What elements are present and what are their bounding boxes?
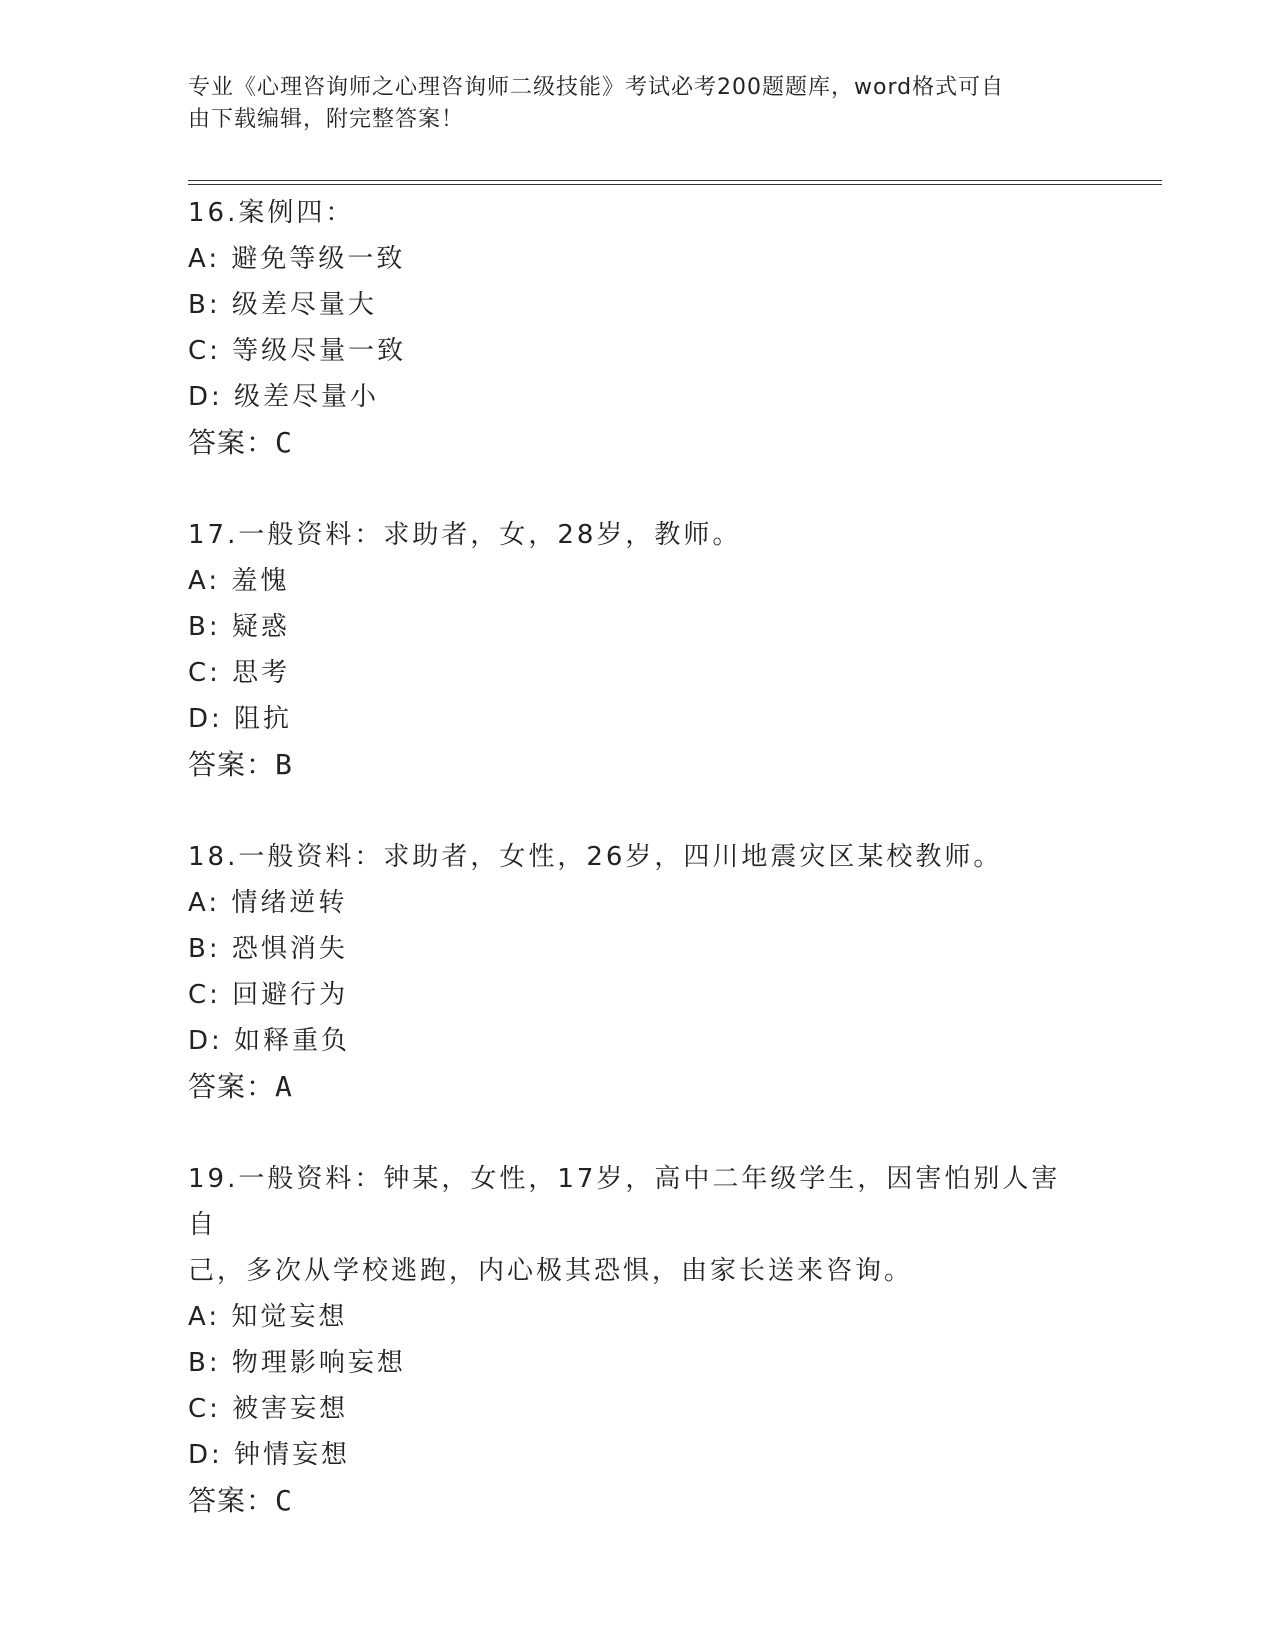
header-divider-bottom xyxy=(188,184,1162,185)
option-c: C: 被害妄想 xyxy=(188,1394,349,1424)
answer-label: 答案： xyxy=(188,748,276,781)
option-c: C: 等级尽量一致 xyxy=(188,336,407,366)
option-a: A: 情绪逆转 xyxy=(188,888,348,918)
option-d: D: 如释重负 xyxy=(188,1026,351,1056)
question-stem: 17.一般资料：求助者，女，28岁，教师。 xyxy=(188,520,742,550)
answer-label: 答案： xyxy=(188,426,276,459)
option-b: B: 恐惧消失 xyxy=(188,934,348,964)
answer-line xyxy=(188,1478,1088,1524)
question-16 xyxy=(188,190,1088,466)
header-divider-top xyxy=(188,180,1162,181)
answer-line xyxy=(188,742,1088,788)
option-a: A: 羞愧 xyxy=(188,566,290,596)
answer-value: B xyxy=(275,748,293,781)
question-list xyxy=(188,190,1088,1570)
answer-line xyxy=(188,420,1088,466)
option-b: B: 物理影响妄想 xyxy=(188,1348,406,1378)
option-d: D: 钟情妄想 xyxy=(188,1440,351,1470)
option-a: A: 避免等级一致 xyxy=(188,244,406,274)
answer-label: 答案： xyxy=(188,1070,276,1103)
answer-line xyxy=(188,1064,1088,1110)
header-line-1: 专业《心理咨询师之心理咨询师二级技能》考试必考200题题库，word格式可自 xyxy=(188,75,1005,100)
question-17 xyxy=(188,512,1088,788)
question-19 xyxy=(188,1156,1088,1524)
answer-label: 答案： xyxy=(188,1484,276,1517)
answer-value: C xyxy=(275,1484,293,1517)
question-stem-line-1: 19.一般资料：钟某，女性，17岁，高中二年级学生，因害怕别人害自 xyxy=(188,1164,1061,1240)
option-c: C: 思考 xyxy=(188,658,291,688)
question-stem: 18.一般资料：求助者，女性，26岁，四川地震灾区某校教师。 xyxy=(188,842,1003,872)
option-d: D: 级差尽量小 xyxy=(188,382,380,412)
question-stem: 16.案例四： xyxy=(188,198,355,228)
option-c: C: 回避行为 xyxy=(188,980,349,1010)
option-b: B: 疑惑 xyxy=(188,612,290,642)
answer-value: C xyxy=(275,426,293,459)
option-a: A: 知觉妄想 xyxy=(188,1302,348,1332)
option-b: B: 级差尽量大 xyxy=(188,290,377,320)
question-stem-line-2: 己，多次从学校逃跑，内心极其恐惧，由家长送来咨询。 xyxy=(188,1256,914,1286)
answer-value: A xyxy=(275,1070,293,1103)
header-line-2: 由下载编辑，附完整答案！ xyxy=(188,107,465,132)
document-header xyxy=(188,72,1088,136)
option-d: D: 阻抗 xyxy=(188,704,293,734)
question-18 xyxy=(188,834,1088,1110)
